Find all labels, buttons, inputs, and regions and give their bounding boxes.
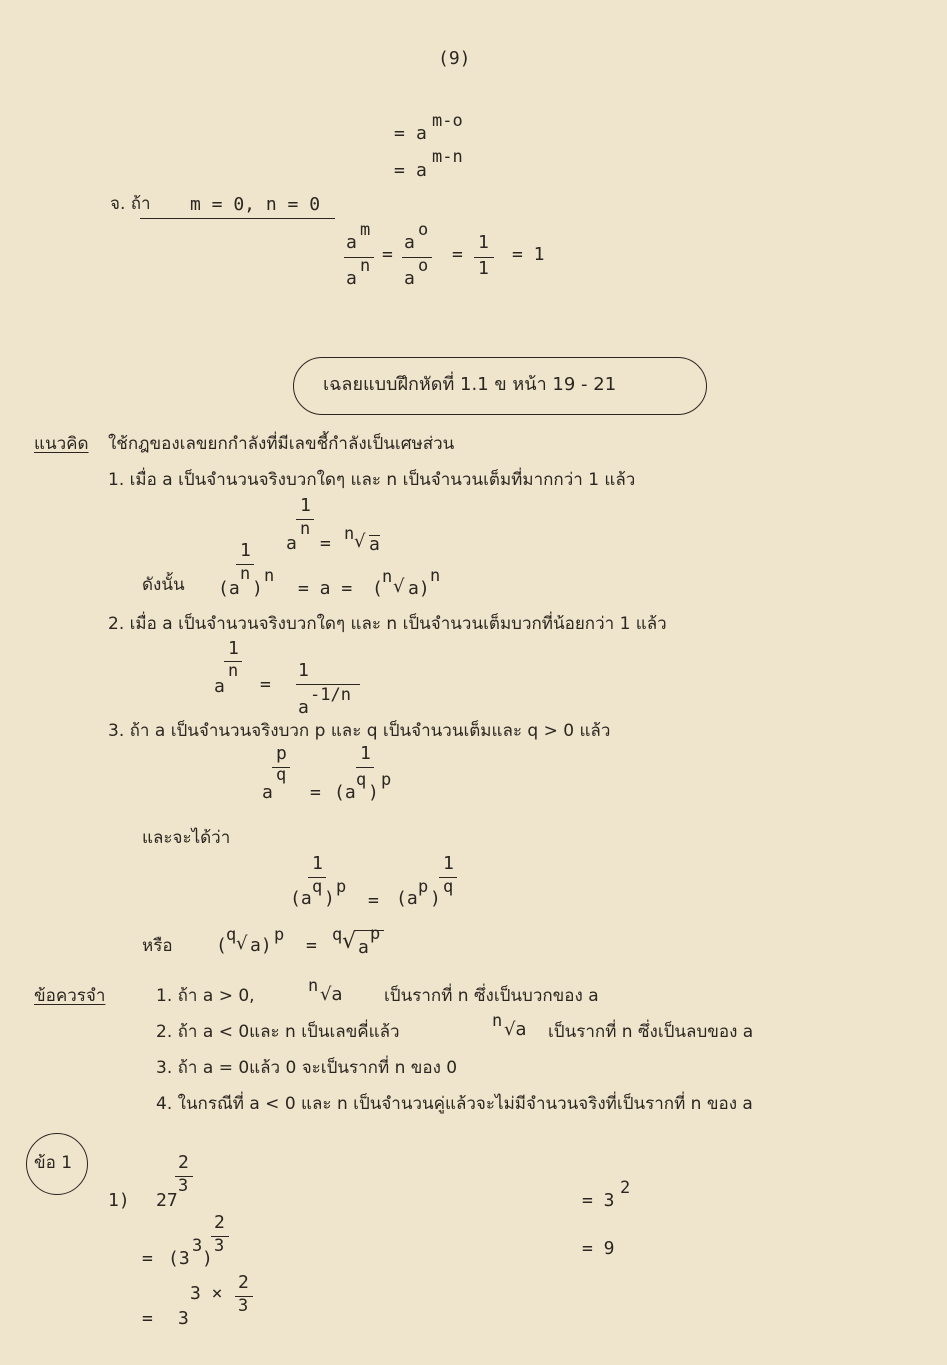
radicand: a) bbox=[408, 578, 430, 599]
radical-bar bbox=[356, 930, 384, 931]
outer-exp: n bbox=[264, 566, 275, 586]
radicand: a bbox=[358, 937, 369, 958]
exponent: m-o bbox=[432, 111, 463, 131]
close-paren: ) bbox=[202, 1248, 213, 1269]
equals-sign: = bbox=[452, 244, 463, 265]
open-paren-a: (a bbox=[290, 888, 312, 909]
radical-sign: √ bbox=[342, 929, 357, 954]
root-index: n bbox=[308, 976, 319, 996]
underline bbox=[140, 218, 335, 219]
fraction-num: 1 bbox=[298, 660, 309, 681]
item-text: 2. ถ้า a < 0และ n เป็นเลขคี่แล้ว bbox=[156, 1022, 400, 1042]
exp-den: n bbox=[300, 519, 311, 539]
base: 3 bbox=[178, 1308, 189, 1329]
item-label: จ. ถ้า bbox=[110, 194, 151, 214]
radicand: a bbox=[369, 534, 380, 555]
root-index: n bbox=[344, 524, 355, 544]
exp-num: 1 bbox=[312, 853, 323, 874]
equals-a-equals: = a = bbox=[298, 578, 353, 599]
equals-sign: = bbox=[394, 160, 405, 181]
exp-num: 2 bbox=[238, 1272, 249, 1293]
exp-num: 2 bbox=[178, 1152, 189, 1173]
exp-part: 3 × bbox=[190, 1283, 223, 1304]
radical-sign: √ bbox=[236, 933, 248, 954]
base-a: a bbox=[416, 160, 427, 181]
fraction-den: 1 bbox=[478, 258, 489, 279]
close-paren: ) bbox=[368, 782, 379, 803]
exp-num: 1 bbox=[443, 853, 454, 874]
base-a: a bbox=[262, 782, 273, 803]
remember-item-3: 3. ถ้า a = 0แล้ว 0 จะเป็นรากที่ n ของ 0 bbox=[156, 1058, 458, 1078]
part-label: 1) bbox=[108, 1190, 130, 1211]
remember-label: ข้อควรจำ bbox=[34, 986, 106, 1006]
open-paren-3: (3 bbox=[168, 1248, 190, 1269]
rule-1-text: 1. เมื่อ a เป็นจำนวนจริงบวกใดๆ และ n เป็นจำนวนเต็มที่มากกว่า 1 แล้ว bbox=[108, 470, 636, 490]
exp-num: 1 bbox=[300, 495, 311, 516]
exp-num: 1 bbox=[360, 743, 371, 764]
condition: m = 0, n = 0 bbox=[190, 194, 321, 215]
outer-exp: p bbox=[336, 877, 347, 897]
page-number: (9) bbox=[438, 48, 471, 69]
exp-den: n bbox=[228, 661, 239, 681]
root-index: n bbox=[492, 1011, 503, 1031]
equals-sign: = bbox=[368, 890, 379, 911]
item-text: เป็นรากที่ n ซึ่งเป็นบวกของ a bbox=[384, 986, 599, 1006]
fraction-den: a bbox=[346, 268, 357, 289]
radicand: a) bbox=[250, 935, 272, 956]
exp-den: q bbox=[443, 877, 454, 897]
exponent: o bbox=[418, 256, 429, 276]
outer-exp: n bbox=[430, 566, 441, 586]
approach-label: แนวคิด bbox=[34, 434, 89, 454]
den-base: a bbox=[298, 697, 309, 718]
fraction-bar bbox=[356, 767, 374, 768]
radical-sign: √ bbox=[354, 531, 366, 552]
radical: √a bbox=[320, 984, 343, 1005]
close-paren: ) bbox=[324, 888, 335, 909]
inner-exp: p bbox=[418, 877, 429, 897]
exp-den: 3 bbox=[238, 1296, 249, 1316]
exp-den: n bbox=[240, 564, 251, 584]
item-text: เป็นรากที่ n ซึ่งเป็นลบของ a bbox=[548, 1022, 754, 1042]
rule-3-text: 3. ถ้า a เป็นจำนวนจริงบวก p และ q เป็นจำนวนเต็มและ q > 0 แล้ว bbox=[108, 721, 611, 741]
exp-den: 3 bbox=[178, 1176, 189, 1196]
base-a: a bbox=[416, 123, 427, 144]
and-then-label: และจะได้ว่า bbox=[142, 828, 231, 848]
or-label: หรือ bbox=[142, 936, 173, 956]
inner-exp: q bbox=[356, 770, 367, 790]
equals-sign: = bbox=[306, 935, 317, 956]
root-index: q bbox=[332, 925, 343, 945]
exp-den: q bbox=[276, 765, 287, 785]
exercise-label: ข้อ 1 bbox=[34, 1153, 73, 1173]
open-paren: ( bbox=[216, 935, 227, 956]
outer-exp: p bbox=[370, 924, 381, 944]
equals-sign: = bbox=[142, 1308, 153, 1329]
exponent: n bbox=[360, 256, 371, 276]
exp-num: 2 bbox=[214, 1212, 225, 1233]
fraction-num: a bbox=[404, 232, 415, 253]
exponent: o bbox=[418, 220, 429, 240]
exp-num: 1 bbox=[228, 638, 239, 659]
inner-exp: q bbox=[312, 877, 323, 897]
result: = 1 bbox=[512, 244, 545, 265]
remember-item-4: 4. ในกรณีที่ a < 0 และ n เป็นจำนวนคู่แล้วจะไม่มีจำนวนจริงที่เป็นรากที่ n ของ a bbox=[156, 1094, 753, 1114]
equals-sign: = bbox=[142, 1248, 153, 1269]
exp-den: 3 bbox=[214, 1236, 225, 1256]
exponent: m bbox=[360, 220, 371, 240]
close-paren: ) bbox=[252, 578, 263, 599]
fraction-num: 1 bbox=[478, 232, 489, 253]
root-index: n bbox=[382, 567, 393, 587]
base-a: a bbox=[286, 533, 297, 554]
fraction-num: a bbox=[346, 232, 357, 253]
close-paren: ) bbox=[430, 888, 441, 909]
rule-2-text: 2. เมื่อ a เป็นจำนวนจริงบวกใดๆ และ n เป็นจำนวนเต็มบวกที่น้อยกว่า 1 แล้ว bbox=[108, 614, 667, 634]
equals-sign: = bbox=[382, 244, 393, 265]
equals-sign: = bbox=[320, 533, 331, 554]
radical: √a bbox=[504, 1019, 527, 1040]
result-line: = 9 bbox=[582, 1238, 615, 1259]
outer-exp: p bbox=[381, 770, 392, 790]
result-exp: 2 bbox=[620, 1178, 631, 1198]
exp-num: p bbox=[276, 743, 287, 764]
outer-exp: p bbox=[274, 925, 285, 945]
approach-text: ใช้กฎของเลขยกกำลังที่มีเลขชี้กำลังเป็นเศษส่วน bbox=[108, 434, 455, 454]
inner-exp: 3 bbox=[192, 1236, 203, 1256]
open-paren-a: (a bbox=[396, 888, 418, 909]
equals-sign: = bbox=[394, 123, 405, 144]
base: 27 bbox=[156, 1190, 178, 1211]
item-text: 1. ถ้า a > 0, bbox=[156, 986, 255, 1006]
den-exp: -1/n bbox=[310, 685, 351, 705]
open-paren-a: (a bbox=[218, 578, 240, 599]
root-index: q bbox=[226, 925, 237, 945]
equals-sign: = bbox=[260, 674, 271, 695]
therefore-label: ดังนั้น bbox=[142, 575, 185, 595]
open-paren: ( bbox=[372, 578, 383, 599]
equals-sign: = bbox=[310, 782, 321, 803]
open-paren-a: (a bbox=[334, 782, 356, 803]
radical-sign: √ bbox=[393, 576, 405, 597]
exp-num: 1 bbox=[240, 540, 251, 561]
exponent: m-n bbox=[432, 147, 463, 167]
fraction-den: a bbox=[404, 268, 415, 289]
base-a: a bbox=[214, 676, 225, 697]
result-line: = 3 bbox=[582, 1190, 615, 1211]
section-title: เฉลยแบบฝึกหัดที่ 1.1 ข หน้า 19 - 21 bbox=[323, 374, 617, 395]
